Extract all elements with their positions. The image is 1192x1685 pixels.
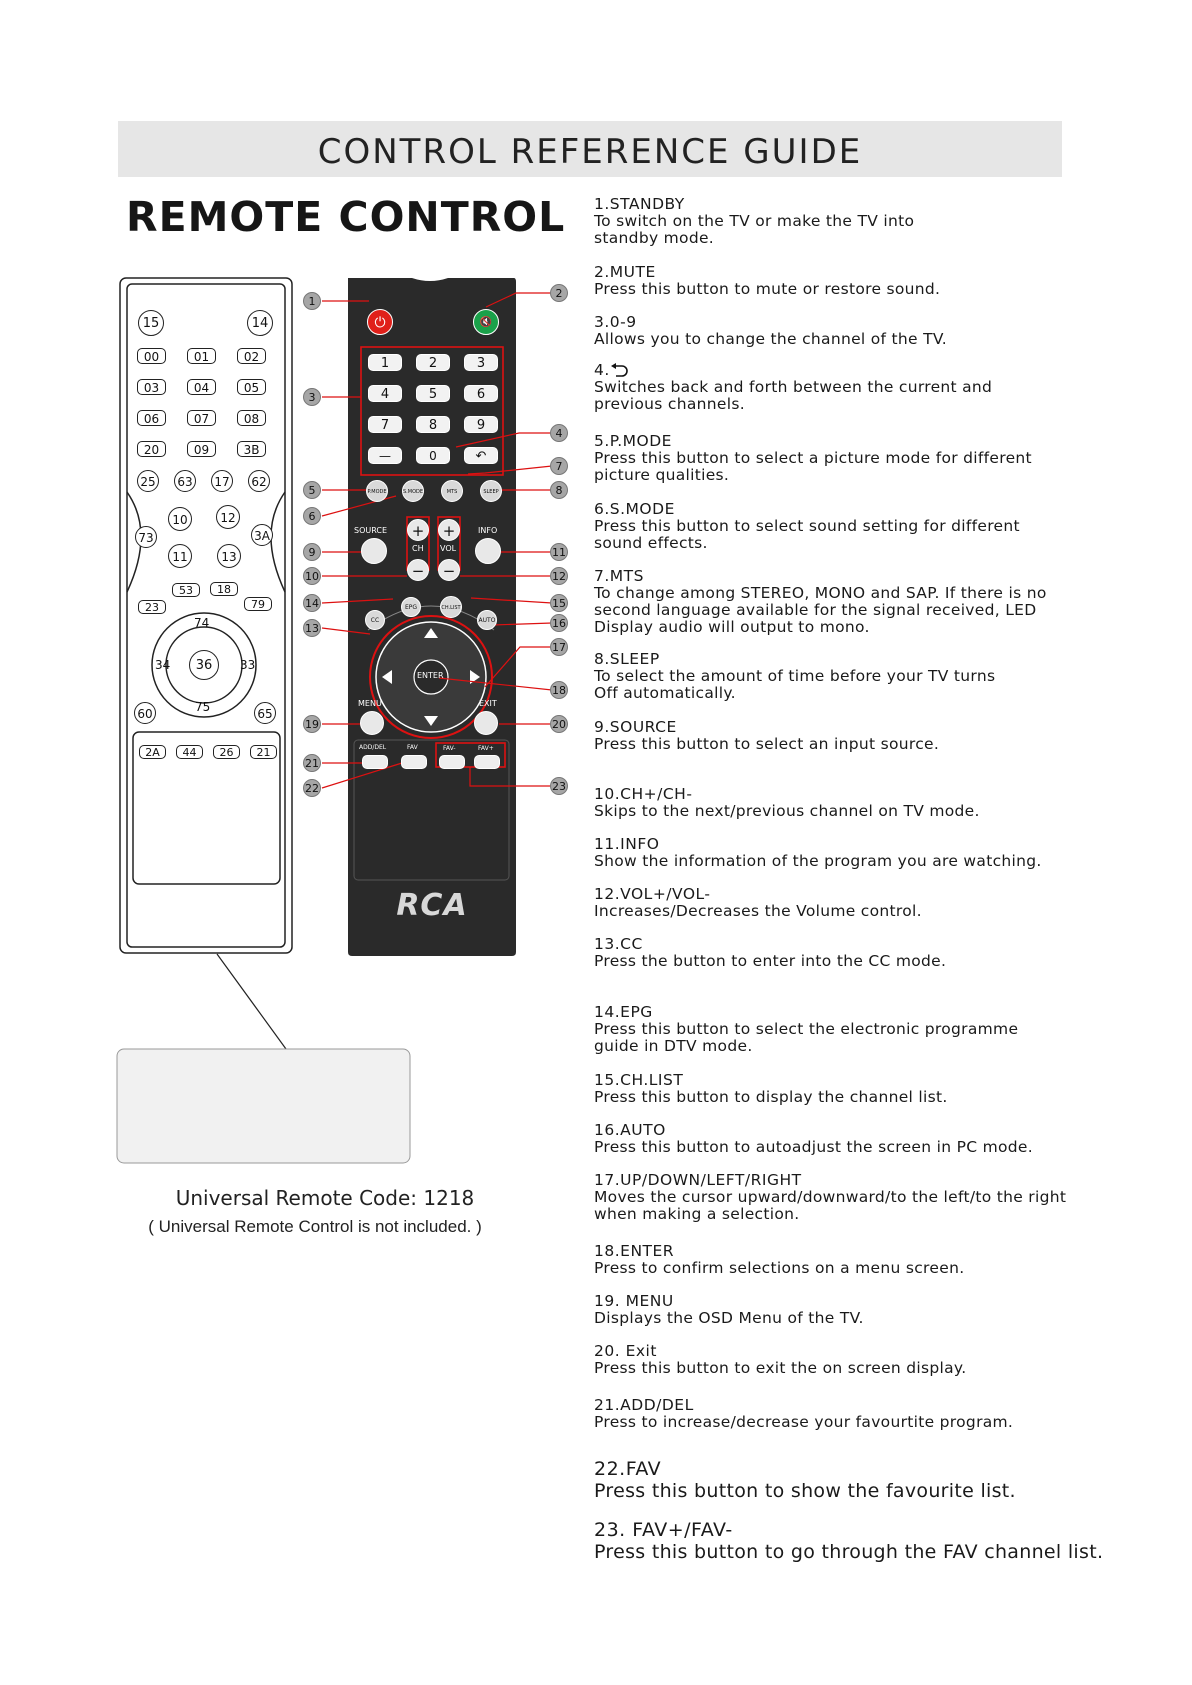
uni-button: 13 — [217, 544, 241, 568]
description-entry — [594, 719, 1114, 753]
remote-illustration — [100, 262, 580, 1312]
entry-body: Press this button to display the channel list. — [594, 1088, 948, 1106]
description-entry — [594, 1458, 1114, 1502]
callout-1: 1 — [303, 292, 321, 310]
add-del-button — [362, 755, 388, 769]
uni-button: 73 — [135, 526, 157, 548]
entry-body: Press this button to select an input source. — [594, 735, 940, 753]
entry-body: Press this button to select the electronic programme guide in DTV mode. — [594, 1020, 1019, 1055]
menu-label: MENU — [358, 699, 382, 708]
ch-plus-button: + — [407, 519, 429, 541]
entry-title: 13.CC — [594, 935, 643, 953]
source-button — [361, 538, 387, 564]
description-entry — [594, 886, 1114, 920]
description-entry — [594, 651, 1114, 702]
uni-button: 63 — [174, 470, 196, 492]
entry-title: 10.CH+/CH- — [594, 785, 693, 803]
callout-12: 12 — [550, 567, 568, 585]
entry-body: Press to confirm selections on a menu screen. — [594, 1259, 965, 1277]
number-button: — — [368, 447, 402, 464]
callout-9: 9 — [303, 543, 321, 561]
entry-title: 6.S.MODE — [594, 500, 675, 518]
uni-button: 44 — [176, 745, 203, 759]
callout-14: 14 — [303, 594, 321, 612]
entry-title: 9.SOURCE — [594, 718, 677, 736]
callout-8: 8 — [550, 481, 568, 499]
entry-title: 21.ADD/DEL — [594, 1396, 694, 1414]
description-entry — [594, 936, 1114, 970]
ch-label: CH — [412, 544, 424, 553]
chlist-button: CH.LIST — [440, 596, 462, 618]
uni-label: 74 — [194, 616, 210, 630]
description-entry — [594, 1397, 1114, 1431]
description-entry — [594, 1343, 1114, 1377]
exit-label: EXIT — [479, 699, 497, 708]
uni-button: 11 — [168, 544, 192, 568]
uni-button: 21 — [250, 745, 277, 759]
uni-button: 36 — [189, 650, 219, 680]
fav-label: FAV — [407, 744, 418, 751]
description-entry — [594, 568, 1114, 636]
entry-title: 2.MUTE — [594, 263, 656, 281]
description-entry — [594, 1243, 1114, 1277]
number-button: 1 — [368, 354, 402, 371]
callout-15: 15 — [550, 594, 568, 612]
entry-title: 3.0-9 — [594, 313, 637, 331]
uni-button: 05 — [237, 379, 266, 395]
description-entry — [594, 264, 1114, 298]
mode-button: SLEEP — [480, 480, 502, 502]
uni-label: 33 — [240, 658, 256, 672]
entry-title: 17.UP/DOWN/LEFT/RIGHT — [594, 1171, 802, 1189]
uni-button: 23 — [138, 600, 166, 614]
uni-button: 18 — [210, 582, 238, 596]
number-button: 3 — [464, 354, 498, 371]
uni-button: 02 — [237, 348, 266, 364]
uni-button: 26 — [213, 745, 240, 759]
epg-button: EPG — [401, 597, 421, 617]
cc-button: CC — [365, 610, 385, 630]
entry-body: To change among STEREO, MONO and SAP. If there is no second language available for the signal received, LED Display audio will output to mono. — [594, 584, 1047, 636]
entry-body: Switches back and forth between the current and previous channels. — [594, 378, 993, 413]
callout-13: 13 — [303, 619, 321, 637]
callout-10: 10 — [303, 567, 321, 585]
description-entry — [594, 196, 1114, 247]
return-arrow-icon — [610, 363, 628, 377]
description-entry — [594, 1172, 1114, 1223]
uni-button: 65 — [254, 702, 276, 724]
uni-button: 06 — [137, 410, 166, 426]
power-button: ⏻ — [367, 309, 393, 335]
entry-title: 20. Exit — [594, 1342, 657, 1360]
entry-title: 11.INFO — [594, 835, 660, 853]
entry-body: Press this button to go through the FAV channel list. — [594, 1541, 1104, 1563]
uni-button: 62 — [248, 470, 270, 492]
uni-label: 75 — [195, 700, 211, 714]
entry-body: To select the amount of time before your TV turns Off automatically. — [594, 667, 996, 702]
entry-body: Allows you to change the channel of the TV. — [594, 330, 947, 348]
add-del-label: ADD/DEL — [359, 744, 387, 751]
universal-remote-note: ( Universal Remote Control is not included. ) — [148, 1217, 482, 1236]
description-entry — [594, 836, 1114, 870]
entry-title: 7.MTS — [594, 567, 644, 585]
callout-11: 11 — [550, 543, 568, 561]
callout-5: 5 — [303, 481, 321, 499]
number-button: 7 — [368, 416, 402, 433]
sticker-box — [117, 1049, 410, 1163]
description-entry — [594, 786, 1114, 820]
uni-button: 00 — [137, 348, 166, 364]
entry-body: Press to increase/decrease your favourtite program. — [594, 1413, 1014, 1431]
callout-21: 21 — [303, 754, 321, 772]
description-entry — [594, 501, 1114, 552]
description-entry — [594, 1004, 1114, 1055]
callout-23: 23 — [550, 777, 568, 795]
uni-button: 53 — [172, 583, 200, 597]
fav-minus-button — [439, 755, 465, 769]
entry-title: 18.ENTER — [594, 1242, 675, 1260]
description-entry — [594, 1072, 1114, 1106]
mode-button: P.MODE — [366, 480, 388, 502]
number-button: 5 — [416, 385, 450, 402]
uni-button: 09 — [187, 441, 216, 457]
callout-20: 20 — [550, 715, 568, 733]
info-label: INFO — [478, 526, 498, 535]
entry-title: 4. — [594, 362, 1114, 379]
uni-button: 60 — [134, 702, 156, 724]
description-entry — [594, 362, 1114, 413]
enter-label: ENTER — [417, 671, 444, 680]
entry-title: 19. MENU — [594, 1292, 674, 1310]
entry-body: Press this button to autoadjust the screen in PC mode. — [594, 1138, 1033, 1156]
remote-figure — [100, 262, 580, 1312]
entry-title: 1.STANDBY — [594, 195, 685, 213]
entry-title: 5.P.MODE — [594, 432, 672, 450]
uni-button: 2A — [139, 745, 166, 759]
fav-button — [401, 755, 427, 769]
callout-4: 4 — [550, 424, 568, 442]
uni-button: 17 — [211, 470, 233, 492]
number-button: 4 — [368, 385, 402, 402]
callout-22: 22 — [303, 779, 321, 797]
number-button: 0 — [416, 447, 450, 464]
entry-body: Press this button to select sound setting for different sound effects. — [594, 517, 1020, 552]
ch-minus-button: − — [407, 559, 429, 581]
fav-minus-label: FAV- — [443, 745, 456, 752]
entry-body: Press this button to show the favourite list. — [594, 1480, 1016, 1502]
uni-button: 3B — [237, 441, 266, 457]
page-title: CONTROL REFERENCE GUIDE — [317, 132, 863, 172]
vol-minus-button: − — [438, 559, 460, 581]
vol-label: VOL — [440, 544, 457, 553]
exit-button — [474, 711, 498, 735]
description-entry — [594, 1519, 1114, 1563]
uni-button: 20 — [137, 441, 166, 457]
uni-button: 12 — [216, 505, 240, 529]
section-heading: REMOTE CONTROL — [126, 193, 566, 241]
uni-button: 01 — [187, 348, 216, 364]
uni-button: 08 — [237, 410, 266, 426]
mode-button: S.MODE — [402, 480, 424, 502]
entry-title: 23. FAV+/FAV- — [594, 1519, 733, 1541]
entry-body: Press this button to exit the on screen display. — [594, 1359, 967, 1377]
entry-body: Press the button to enter into the CC mode. — [594, 952, 947, 970]
rca-logo: RCA — [396, 888, 468, 923]
entry-body: Skips to the next/previous channel on TV mode. — [594, 802, 980, 820]
entry-body: Press this button to mute or restore sound. — [594, 280, 941, 298]
entry-title: 8.SLEEP — [594, 650, 660, 668]
description-entry — [594, 433, 1114, 484]
number-button: 2 — [416, 354, 450, 371]
entry-body: To switch on the TV or make the TV into standby mode. — [594, 212, 915, 247]
callout-19: 19 — [303, 715, 321, 733]
entry-title: 12.VOL+/VOL- — [594, 885, 711, 903]
info-button — [475, 538, 501, 564]
title-banner — [118, 121, 1062, 177]
fav-plus-button — [474, 755, 500, 769]
entry-title: 14.EPG — [594, 1003, 653, 1021]
uni-button: 07 — [187, 410, 216, 426]
entry-body: Displays the OSD Menu of the TV. — [594, 1309, 864, 1327]
uni-button: 15 — [138, 310, 164, 336]
number-button: 8 — [416, 416, 450, 433]
uni-button: 14 — [247, 310, 273, 336]
universal-remote-code: Universal Remote Code: 1218 — [175, 1186, 475, 1210]
uni-label: 34 — [155, 658, 171, 672]
uni-button: 10 — [168, 507, 192, 531]
entry-body: Show the information of the program you are watching. — [594, 852, 1042, 870]
callout-16: 16 — [550, 614, 568, 632]
uni-button: 25 — [137, 470, 159, 492]
callout-2: 2 — [550, 284, 568, 302]
mute-button: 🔇 — [473, 309, 499, 335]
callout-3: 3 — [303, 388, 321, 406]
callout-7: 7 — [550, 457, 568, 475]
vol-plus-button: + — [438, 519, 460, 541]
source-label: SOURCE — [354, 526, 388, 535]
description-entry — [594, 1122, 1114, 1156]
number-button: 6 — [464, 385, 498, 402]
entry-title: 15.CH.LIST — [594, 1071, 684, 1089]
entry-body: Press this button to select a picture mode for different picture qualities. — [594, 449, 1032, 484]
number-button: 9 — [464, 416, 498, 433]
uni-button: 03 — [137, 379, 166, 395]
mode-button: MTS — [441, 480, 463, 502]
callout-18: 18 — [550, 681, 568, 699]
entry-body: Moves the cursor upward/downward/to the left/to the right when making a selection. — [594, 1188, 1067, 1223]
fav-plus-label: FAV+ — [478, 745, 494, 752]
description-entry — [594, 1293, 1114, 1327]
uni-button: 3A — [251, 524, 273, 546]
menu-button — [360, 711, 384, 735]
auto-button: AUTO — [477, 610, 497, 630]
entry-title: 22.FAV — [594, 1458, 662, 1480]
callout-17: 17 — [550, 638, 568, 656]
entry-body: Increases/Decreases the Volume control. — [594, 902, 922, 920]
previous-channel-button: ↶ — [464, 447, 498, 464]
uni-button: 04 — [187, 379, 216, 395]
callout-6: 6 — [303, 507, 321, 525]
entry-title: 16.AUTO — [594, 1121, 666, 1139]
uni-button: 79 — [244, 597, 272, 611]
description-entry — [594, 314, 1114, 348]
